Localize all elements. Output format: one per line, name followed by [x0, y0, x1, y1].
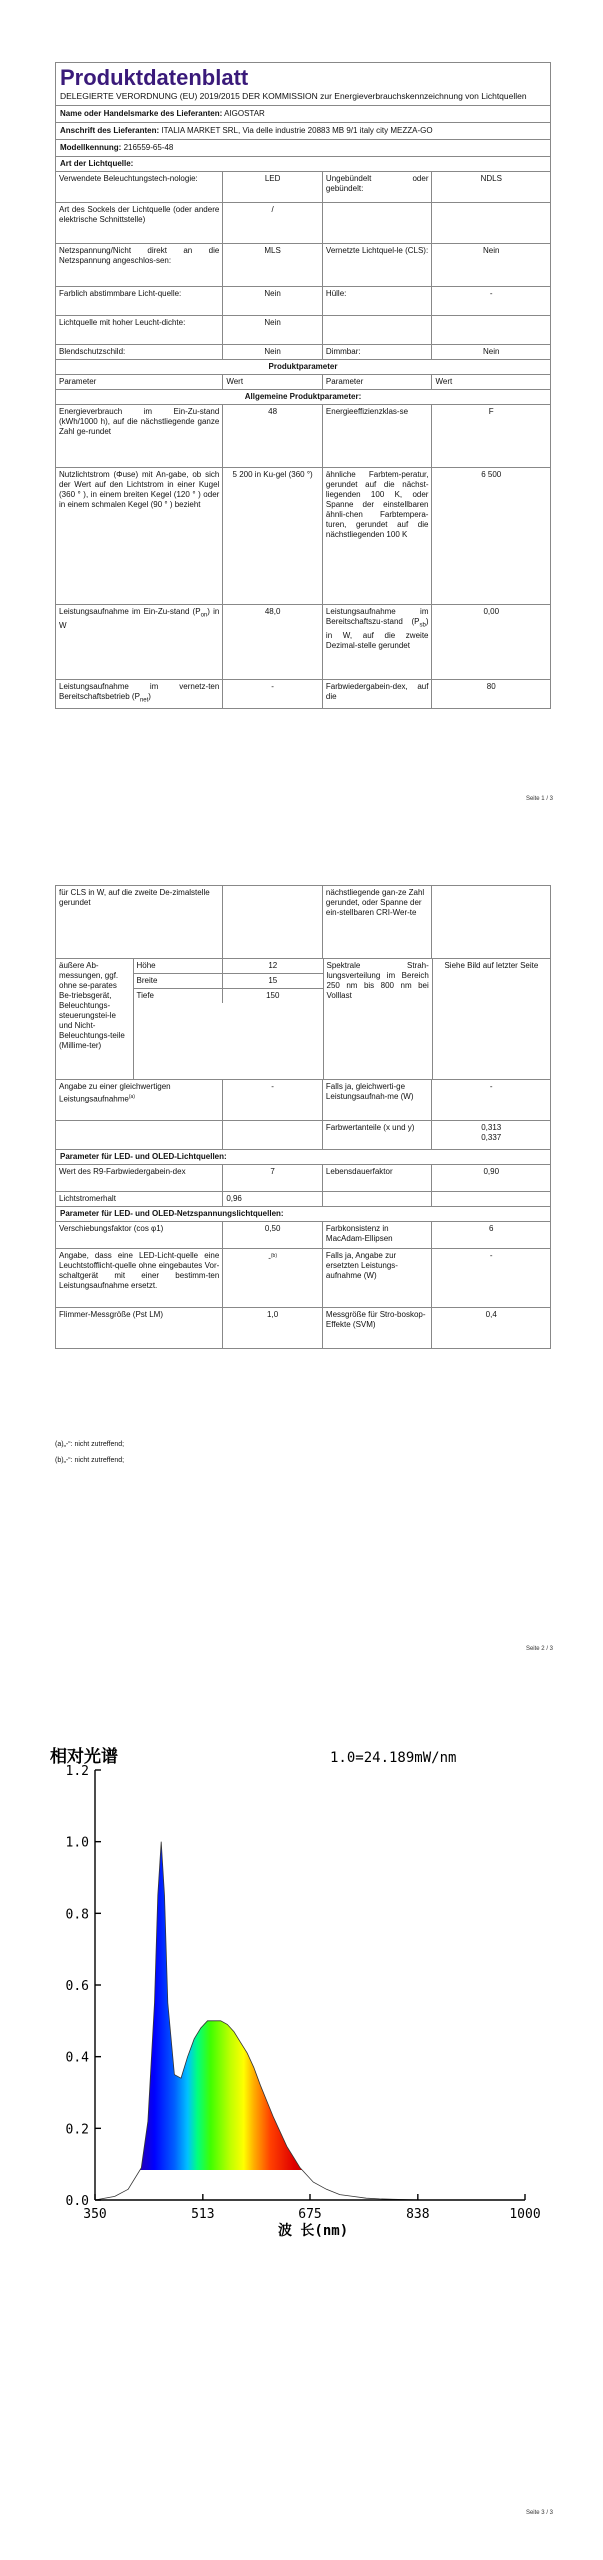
table-row [56, 680, 550, 708]
param-value [432, 316, 550, 344]
replace-value: - [268, 1253, 271, 1263]
param-label: Art des Sockels der Lichtquelle (oder andere elektrische Schnittstelle) [56, 203, 223, 243]
param-label: Energieeffizienzklas-se [323, 405, 433, 467]
table-row [56, 1080, 550, 1121]
param-value: 6 [489, 1224, 494, 1233]
param-label: Lichtquelle mit hoher Leucht-dichte: [56, 316, 223, 344]
param-label: Ungebündelt oder gebündelt: [323, 172, 433, 202]
mains-params-header: Parameter für LED- und OLED-Netzspannungslichtquellen: [60, 1209, 284, 1218]
spectrum-fill [90, 1770, 530, 2170]
param-value [432, 1192, 550, 1206]
param-value: LED [223, 172, 323, 202]
table-row [56, 886, 550, 959]
param-value: 0,4 [485, 1310, 497, 1319]
param-label [323, 316, 433, 344]
param-value: - [223, 1080, 323, 1120]
param-value: - [489, 289, 493, 298]
column-header-row [56, 375, 550, 390]
led-params-header: Parameter für LED- und OLED-Lichtquellen: [60, 1152, 227, 1161]
footnote-b: (b)„-“: nicht zutreffend; [55, 1457, 125, 1464]
param-value: 48,0 [223, 605, 323, 679]
dimension-name: Breite [134, 974, 224, 988]
param-value [432, 886, 550, 958]
y-tick-label: 0.8 [65, 1907, 89, 1923]
footnote-ref: (b) [270, 1253, 278, 1259]
param-value: Nein [483, 246, 500, 255]
y-tick-label: 0.4 [65, 2050, 89, 2066]
x-tick-label: 350 [83, 2207, 107, 2222]
footnote-ref: (a) [128, 1094, 135, 1100]
param-value: MLS [223, 244, 323, 286]
page-number: Seite 1 / 3 [525, 796, 553, 802]
spectral-value: Siehe Bild auf letzter Seite [444, 961, 539, 970]
dimension-row [134, 959, 323, 974]
param-value: 0,96 [223, 1192, 323, 1206]
param-value: 0,90 [483, 1167, 500, 1176]
spectrum-chart [0, 1730, 603, 2250]
param-label [323, 1192, 433, 1206]
column-header: Parameter [323, 375, 433, 389]
chroma-x: 0,313 [481, 1123, 502, 1132]
param-value: - [489, 1251, 493, 1260]
y-tick-label: 1.0 [65, 1835, 89, 1851]
x-tick-label: 513 [191, 2207, 215, 2222]
table-row [56, 1192, 550, 1207]
dimension-name: Höhe [134, 959, 224, 973]
dimension-value: 150 [266, 991, 280, 1000]
column-header: Wert [435, 377, 453, 386]
supplier-address: ITALIA MARKET SRL, Via delle industrie 20883 MB 9/1 italy city MEZZA-GO [161, 126, 433, 135]
table-row [56, 172, 550, 203]
product-params-header-row [56, 360, 550, 375]
section-header-row [56, 1207, 550, 1222]
param-value: 6 500 [481, 470, 502, 479]
x-tick-label: 1000 [509, 2207, 541, 2222]
datasheet-table-page-1 [55, 62, 551, 709]
param-label: Messgröße für Stro-boskop-Effekte (SVM) [323, 1308, 433, 1348]
dimension-value: 12 [268, 961, 278, 970]
type-header-row [56, 157, 550, 172]
table-row [56, 1121, 550, 1150]
param-label: Wert des R9-Farbwiedergabein-dex [56, 1165, 223, 1191]
chart-axes [66, 1764, 541, 2222]
chart-formula: 1.0=24.189mW/nm [330, 1750, 457, 1766]
param-value: 1,0 [223, 1308, 323, 1348]
dimension-value: 15 [268, 976, 278, 985]
param-value: Nein [223, 345, 323, 359]
param-label: Farblich abstimmbare Licht-quelle: [56, 287, 223, 315]
table-row [56, 345, 550, 360]
dimensions-label: äußere Ab-messungen, ggf. ohne se-parates Be-triebsgerät, Beleuchtungs-steuerungstei-le und Nicht-Beleuchtungs-teile (Millime-ter) [56, 959, 134, 1079]
param-label: Blendschutzschild: [56, 345, 223, 359]
supplier-address-row [56, 123, 550, 140]
chart-title: 相对光谱 [50, 1747, 118, 1767]
spectral-label: Spektrale Strah-lungsverteilung im Bereich 250 nm bis 800 nm bei Volllast [324, 959, 433, 1079]
supplier-name: AIGOSTAR [224, 109, 265, 118]
param-label: ähnliche Farbtem-peratur, gerundet auf die nächst-liegenden 100 K, oder Spanne der einstellbaren ähnli-chen Farbtempera-turen, gerundet auf die nächstliegenden 100 K [323, 468, 433, 604]
param-value: - [489, 1082, 493, 1091]
param-label: Lichtstromerhalt [56, 1192, 223, 1206]
dimension-row [134, 974, 323, 989]
general-params-header: Allgemeine Produktparameter: [244, 392, 362, 401]
table-row [56, 1165, 550, 1192]
param-label: Netzspannung/Nicht direkt an die Netzspannung angeschlos-sen: [56, 244, 223, 286]
param-label: Falls ja, gleichwerti-ge Leistungsaufnah-me (W) [323, 1080, 433, 1120]
param-label: Leistungsaufnahme im Ein-Zu-stand $(P_{on})$ in W [56, 605, 223, 679]
param-value [223, 886, 323, 958]
table-row [56, 316, 550, 345]
param-value: 80 [486, 682, 496, 691]
column-header: Wert [223, 375, 323, 389]
param-value: 48 [223, 405, 323, 467]
y-tick-label: 1.2 [65, 1764, 89, 1779]
type-header: Art der Lichtquelle: [60, 159, 134, 168]
table-row [56, 605, 550, 680]
param-value: - [223, 680, 323, 708]
section-header-row [56, 1150, 550, 1165]
param-label: Lebensdauerfaktor [323, 1165, 433, 1191]
datasheet-table-page-2 [55, 885, 551, 1349]
general-header-row [56, 390, 550, 405]
param-label: für CLS in W, auf die zweite De-zimalstelle gerundet [56, 886, 223, 958]
supplier-address-label: Anschrift des Lieferanten: [60, 126, 160, 135]
table-row [56, 1308, 550, 1348]
param-label: Farbwertanteile (x und y) [323, 1121, 433, 1149]
param-value: 0,50 [223, 1222, 323, 1248]
model-row [56, 140, 550, 157]
dimensions-table [134, 959, 324, 1079]
param-label: nächstliegende gan-ze Zahl gerundet, oder Spanne der ein-stellbaren CRI-Wer-te [323, 886, 433, 958]
param-label: Farbkonsistenz in MacAdam-Ellipsen [323, 1222, 433, 1248]
param-label: Vernetzte Lichtquel-le (CLS): [323, 244, 433, 286]
param-label [56, 1080, 223, 1120]
param-value: 5 200 in Ku-gel (360 °) [223, 468, 323, 604]
table-row [56, 244, 550, 287]
param-value: Nein [483, 347, 500, 356]
table-row [56, 1222, 550, 1249]
table-row [56, 287, 550, 316]
table-row [56, 405, 550, 468]
supplier-name-label: Name oder Handelsmarke des Lieferanten: [60, 109, 223, 118]
table-row [56, 468, 550, 605]
equiv-label-text: Angabe zu einer gleichwertigen Leistungsaufnahme [59, 1082, 171, 1104]
param-label: Leistungsaufnahme im vernetz-ten Bereitschaftsbetrieb $(P_{net})$ [56, 680, 223, 708]
param-value: 0,00 [483, 607, 500, 616]
param-value: NDLS [480, 174, 502, 183]
param-value [432, 1121, 550, 1149]
param-value: F [488, 407, 494, 416]
param-label: Angabe, dass eine LED-Licht-quelle eine Leuchtstofflicht-quelle ohne eingebautes Vor-schaltgerät mit einer bestimm-ten Leistungsaufnahme ersetzt. [56, 1249, 223, 1307]
page-number: Seite 3 / 3 [525, 2510, 553, 2516]
product-params-header: Produktparameter [268, 362, 338, 371]
param-value [432, 203, 550, 243]
footnote-a: (a)„-“: nicht zutreffend; [55, 1441, 125, 1448]
param-label: Hülle: [323, 287, 433, 315]
param-label [56, 1121, 223, 1149]
param-value: / [223, 203, 323, 243]
model-label: Modellkennung: [60, 143, 122, 152]
param-label: Nutzlichtstrom (Φuse) mit An-gabe, ob sich der Wert auf den Lichtstrom in einer Kugel (360 ° ), in einem breiten Kegel (120 ° ) oder in einem schmalen Kegel (90 ° ) bezieht [56, 468, 223, 604]
param-label: Falls ja, Angabe zur ersetzten Leistungs-aufnahme (W) [323, 1249, 433, 1307]
dimension-name: Tiefe [134, 989, 224, 1003]
param-value [223, 1249, 323, 1307]
column-header: Parameter [56, 375, 223, 389]
regulation-text: DELEGIERTE VERORDNUNG (EU) 2019/2015 DER KOMMISSION zur Energieverbrauchskennzeichnung von Lichtquellen [56, 91, 550, 106]
param-label: Dimmbar: [323, 345, 433, 359]
param-value: Nein [223, 316, 323, 344]
param-value: Nein [223, 287, 323, 315]
chroma-y: 0,337 [481, 1133, 502, 1142]
table-row [56, 1249, 550, 1308]
param-label: Leistungsaufnahme im Bereitschaftszu-stand $(P_{sb})$ in W, auf die zweite Dezimal-stelle gerundet [323, 605, 433, 679]
param-label: Verwendete Beleuchtungstech-nologie: [56, 172, 223, 202]
page-title: Produktdatenblatt [60, 65, 249, 90]
param-value [223, 1121, 323, 1149]
param-label: Energieverbrauch im Ein-Zu-stand (kWh/1000 h), auf die nächstliegende ganze Zahl ge-rundet [56, 405, 223, 467]
supplier-name-row [56, 106, 550, 123]
model-id: 216559-65-48 [123, 143, 174, 152]
dimension-row [134, 989, 323, 1003]
x-tick-label: 675 [298, 2207, 322, 2222]
x-tick-label: 838 [406, 2207, 430, 2222]
param-value: 7 [223, 1165, 323, 1191]
page-number: Seite 2 / 3 [525, 1646, 553, 1652]
y-tick-label: 0.2 [65, 2122, 89, 2138]
x-axis-label: 波 长(nm) [278, 2223, 349, 2239]
y-tick-label: 0.0 [65, 2194, 89, 2209]
param-label: Flimmer-Messgröße (Pst LM) [56, 1308, 223, 1348]
param-label: Farbwiedergabein-dex, auf die [323, 680, 433, 708]
table-row [56, 203, 550, 244]
dimensions-row [56, 959, 550, 1080]
param-label: Verschiebungsfaktor (cos φ1) [56, 1222, 223, 1248]
param-label [323, 203, 433, 243]
y-tick-label: 0.6 [65, 1979, 89, 1994]
